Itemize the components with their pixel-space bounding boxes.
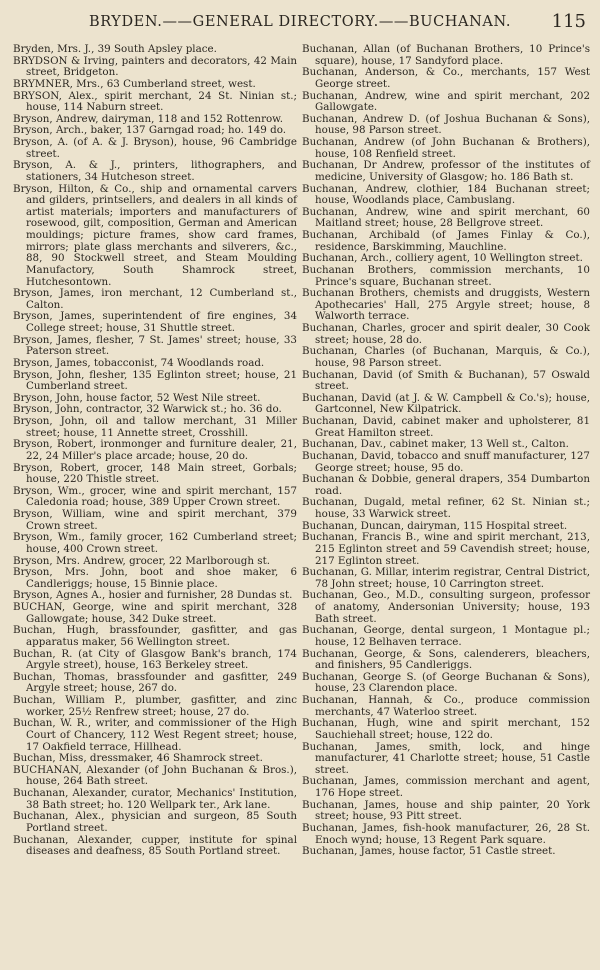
directory-entry: Bryson, James, superintendent of fire engines, 34 College street; house, 31 Shuttle street. [13,310,297,334]
directory-entry: Bryson, Arch., baker, 137 Garngad road; ho. 149 do. [13,124,286,137]
directory-entry: BUCHAN, George, wine and spirit merchant, 328 Gallowgate; house, 342 Duke street. [13,601,297,625]
directory-entry: Buchan, Miss, dressmaker, 46 Shamrock street. [13,752,263,765]
left-column [13,44,297,858]
header-right: BUCHANAN. [409,14,512,30]
directory-entry: Bryson, John, flesher, 135 Eglinton street; house, 21 Cumberland street. [13,368,297,393]
directory-entry: Buchanan, Andrew D. (of Joshua Buchanan & Sons), house, 98 Parson street. [302,112,590,137]
directory-entry: Buchanan, David, tobacco and snuff manufacturer, 127 George street; house, 95 do. [302,449,590,474]
directory-entry: Buchanan, James, commission merchant and agent, 176 Hope street. [302,775,590,799]
directory-entry: Buchanan, Alex., physician and surgeon, 85 South Portland street. [13,810,297,834]
directory-entry: Bryson, Wm., grocer, wine and spirit merchant, 157 Caledonia road; house, 389 Upper Crown street. [13,484,297,509]
directory-entry: Buchanan, Alexander, curator, Mechanics' Institution, 38 Bath street; ho. 120 Wellpark ter., Ark lane. [13,787,297,811]
directory-entry: Bryson, Robert, grocer, 148 Main street, Gorbals; house, 220 Thistle street. [13,461,297,486]
directory-entry: BRYMNER, Mrs., 63 Cumberland street, west. [13,77,256,90]
header-left: BRYDEN. [88,14,163,30]
directory-entry: Buchanan, Dugald, metal refiner, 62 St. Ninian st.; house, 33 Warwick street. [302,496,590,520]
directory-entry: Bryson, A. (of A. & J. Bryson), house, 96 Cambridge street. [13,136,297,160]
directory-entry: Bryson, Robert, ironmonger and furniture dealer, 21, 22, 24 Miller's place arcade; house, 20 do. [13,438,297,462]
directory-entry: Buchanan, James, smith, lock, and hinge manufacturer, 41 Charlotte street; house, 51 Castle street. [302,740,590,776]
directory-entry: Buchanan, James, house factor, 51 Castle street. [302,845,556,858]
directory-entry: BRYDSON & Irving, painters and decorators, 42 Main street, Bridgeton. [13,54,297,79]
directory-entry: Bryden, Mrs. J., 39 South Apsley place. [13,43,217,55]
directory-entry: Buchanan, George, dental surgeon, 1 Montague pl.; house, 12 Belhaven terrace. [302,624,590,648]
directory-entry: Bryson, Andrew, dairyman, 118 and 152 Rottenrow. [13,112,284,125]
directory-entry: Buchanan, James, house and ship painter, 20 York street; house, 93 Pitt street. [302,798,590,823]
directory-entry: Buchanan Brothers, commission merchants, 10 Prince's square, Buchanan street. [302,263,590,288]
directory-entry: BUCHANAN, Alexander (of John Buchanan & Bros.), house, 264 Bath street. [13,763,297,788]
directory-entry: Buchanan, G. Millar, interim registrar, Central District, 78 John street; house, 10 Carrington street. [302,566,590,590]
directory-entry: Buchanan, Geo., M.D., consulting surgeon, professor of anatomy, Andersonian University; house, 193 Bath street. [302,589,590,625]
directory-entry: Buchanan, Arch., colliery agent, 10 Wellington street. [302,252,583,265]
directory-entry: Buchanan, Andrew, clothier, 184 Buchanan street; house, Woodlands place, Cambuslang. [302,182,590,207]
directory-entry: Buchanan, Alexander, cupper, institute for spinal diseases and deafness, 85 South Portland street. [13,833,297,858]
directory-entry: Buchan, Thomas, brassfounder and gasfitter, 249 Argyle street; house, 267 do. [13,670,297,695]
directory-entry: Buchanan & Dobbie, general drapers, 354 Dumbarton road. [302,473,590,497]
directory-entry: Buchanan, Dr Andrew, professor of the institutes of medicine, University of Glasgow; ho. 186 Bath st. [302,159,590,183]
directory-entry: Buchanan, James, fish-hook manufacturer, 26, 28 St. Enoch wynd; house, 13 Regent Park square. [302,821,590,846]
directory-entry: Bryson, John, house factor, 52 West Nile street. [13,391,261,404]
directory-entry: Buchanan, Andrew (of John Buchanan & Brothers), house, 108 Renfield street. [302,136,590,160]
directory-entry: Bryson, Hilton, & Co., ship and ornamental carvers and gilders, printsellers, and dealers in all kinds of artist materials; importers and manufacturers of rosewood, gilt, composition, German and American mouldings; picture frames, show card frames, mirrors; plate glass merchants and silverers, &c., 88, 90 Stockwell street, and Steam Moulding Manufactory, South Shamrock street, Hutchesontown. [13,182,297,288]
directory-entry: Buchanan, Dav., cabinet maker, 13 Well st., Calton. [302,438,569,451]
directory-entry: Bryson, John, oil and tallow merchant, 31 Miller street; house, 11 Annette street, Crosshill. [13,415,297,439]
directory-entry: Buchan, R. (at City of Glasgow Bank's branch, 174 Argyle street), house, 163 Berkeley street. [13,647,297,672]
directory-entry: Bryson, James, iron merchant, 12 Cumberland st., Calton. [13,287,297,311]
directory-entry: Bryson, A. & J., printers, lithographers, and stationers, 34 Hutcheson street. [13,159,297,183]
header-center: GENERAL DIRECTORY. [192,14,379,30]
right-column [302,44,590,858]
directory-entry: Bryson, Wm., family grocer, 162 Cumberland street; house, 400 Crown street. [13,531,297,555]
page-number: 115 [551,11,586,32]
directory-entry: Buchanan, David, cabinet maker and upholsterer, 81 Great Hamilton street. [302,415,590,439]
directory-entry: Buchanan, George S. (of George Buchanan & Sons), house, 23 Clarendon place. [302,670,590,695]
directory-entry: Buchanan, Allan (of Buchanan Brothers, 10 Prince's square), house, 17 Sandyford place. [302,43,590,67]
running-header [0,11,600,36]
directory-entry: Buchanan, Francis B., wine and spirit merchant, 213, 215 Eglinton street and 59 Cavendish street; house, 217 Eglinton street. [302,531,590,567]
directory-entry: Bryson, William, wine and spirit merchant, 379 Crown street. [13,508,297,532]
directory-entry: Buchanan, Andrew, wine and spirit merchant, 60 Maitland street; house, 28 Bellgrove street. [302,205,590,230]
directory-entry: Buchanan, Duncan, dairyman, 115 Hospital street. [302,519,568,532]
directory-entry: Buchanan, Hannah, & Co., produce commission merchants, 47 Waterloo street. [302,694,590,718]
directory-entry: Buchanan Brothers, chemists and druggists, Western Apothecaries' Hall, 275 Argyle street; house, 8 Walworth terrace. [302,287,590,323]
directory-entry: Buchan, Hugh, brassfounder, gasfitter, and gas apparatus maker, 56 Wellington street. [13,624,297,648]
directory-entry: Buchan, W. R., writer, and commissioner of the High Court of Chancery, 112 West Regent street; house, 17 Oakfield terrace, Hillhead. [13,717,297,753]
directory-entry: Bryson, Agnes A., hosier and furnisher, 28 Dundas st. [13,589,293,602]
directory-entry: Bryson, Mrs. Andrew, grocer, 22 Marlborough st. [13,554,270,567]
directory-entry: Buchanan, Andrew, wine and spirit merchant, 202 Gallowgate. [302,89,590,114]
directory-entry: Buchanan, Archibald (of James Finlay & Co.), residence, Barskimming, Mauchline. [302,229,590,253]
directory-entry: Bryson, James, tobacconist, 74 Woodlands road. [13,356,265,369]
header-text: BRYDEN.——GENERAL DIRECTORY.——BUCHANAN. [88,14,512,30]
directory-entry: Buchanan, Charles (of Buchanan, Marquis, & Co.), house, 98 Parson street. [302,345,590,369]
directory-entry: Buchanan, David (of Smith & Buchanan), 57 Oswald street. [302,368,590,393]
directory-entry: Buchanan, George, & Sons, calenderers, bleachers, and finishers, 95 Candleriggs. [302,647,590,672]
directory-entry: Buchanan, Charles, grocer and spirit dealer, 30 Cook street; house, 28 do. [302,322,590,346]
directory-entry: Bryson, John, contractor, 32 Warwick st.; ho. 36 do. [13,403,282,416]
directory-entry: BRYSON, Alex., spirit merchant, 24 St. Ninian st.; house, 114 Naburn street. [13,89,297,114]
directory-entry: Buchanan, David (at J. & W. Campbell & Co.'s); house, Gartconnel, New Kilpatrick. [302,391,590,416]
directory-entry: Bryson, James, flesher, 7 St. James' street; house, 33 Paterson street. [13,333,297,358]
directory-entry: Bryson, Mrs. John, boot and shoe maker, 6 Candleriggs; house, 15 Binnie place. [13,566,297,590]
directory-entry: Buchanan, Hugh, wine and spirit merchant, 152 Sauchiehall street; house, 122 do. [302,717,590,741]
directory-entry: Buchan, William P., plumber, gasfitter, and zinc worker, 25½ Renfrew street; house, 27 do. [13,694,297,718]
directory-entry: Buchanan, Anderson, & Co., merchants, 157 West George street. [302,66,590,90]
